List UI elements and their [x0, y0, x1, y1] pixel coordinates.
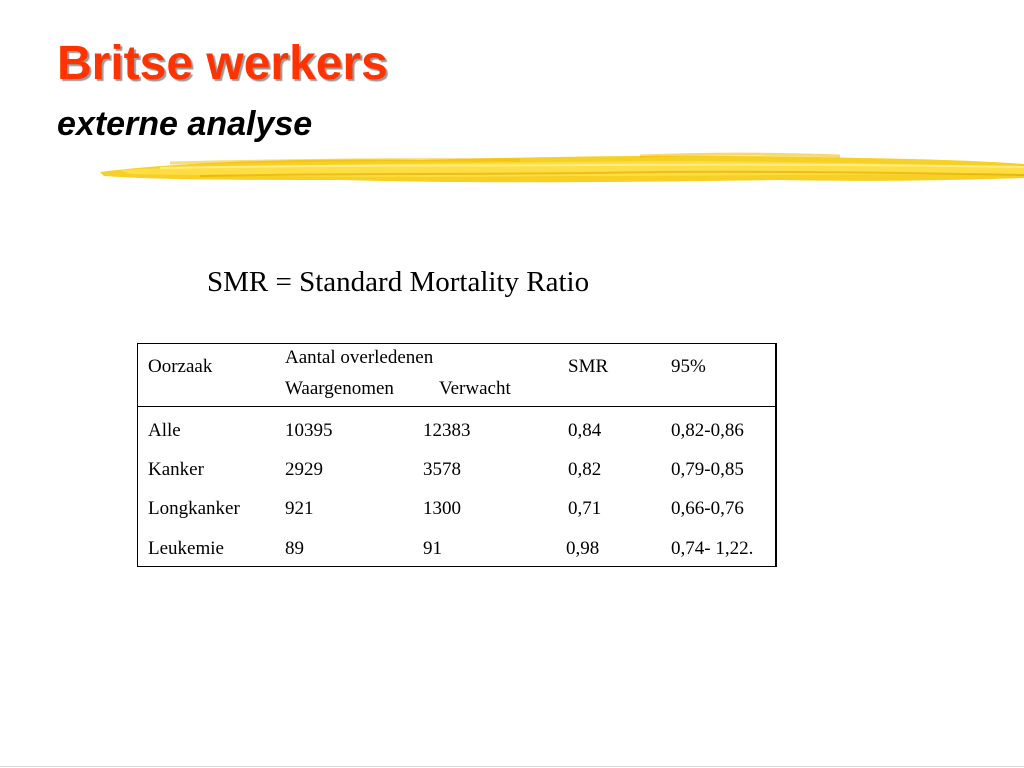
slide-title: Britse werkers	[57, 37, 388, 90]
table-row-ci: 0,66-0,76	[671, 498, 744, 519]
slide-bottom-border	[0, 766, 1024, 767]
table-row-smr: 0,84	[568, 420, 602, 441]
header-observed: Waargenomen	[285, 378, 394, 399]
header-cause: Oorzaak	[148, 356, 213, 377]
header-smr: SMR	[568, 356, 609, 377]
table-row-observed: 89	[285, 538, 304, 559]
header-ci: 95%	[671, 356, 706, 377]
table-row-expected: 3578	[423, 459, 461, 480]
table-row-cause: Longkanker	[148, 498, 240, 519]
table-row-smr: 0,82	[568, 459, 602, 480]
table-row-expected: 1300	[423, 498, 461, 519]
table-row-cause: Alle	[148, 420, 181, 441]
slide-subtitle: externe analyse	[57, 105, 313, 143]
header-deaths-group: Aantal overledenen	[285, 347, 434, 368]
table-row-observed: 10395	[285, 420, 333, 441]
table-row-cause: Leukemie	[148, 538, 224, 559]
table-row-cause: Kanker	[148, 459, 204, 480]
table-row-ci: 0,79-0,85	[671, 459, 744, 480]
table-row-smr: 0,98	[566, 538, 600, 559]
table-row-smr: 0,71	[568, 498, 602, 519]
header-expected: Verwacht	[439, 378, 511, 399]
table-row-ci: 0,82-0,86	[671, 420, 744, 441]
table-row-expected: 12383	[423, 420, 471, 441]
table-row-observed: 2929	[285, 459, 323, 480]
smr-definition: SMR = Standard Mortality Ratio	[207, 266, 590, 298]
table-row-expected: 91	[423, 538, 442, 559]
table-header-divider	[137, 406, 777, 407]
highlighter-stroke-decoration	[0, 140, 1024, 200]
table-row-ci: 0,74- 1,22.	[671, 538, 754, 559]
table-row-observed: 921	[285, 498, 314, 519]
